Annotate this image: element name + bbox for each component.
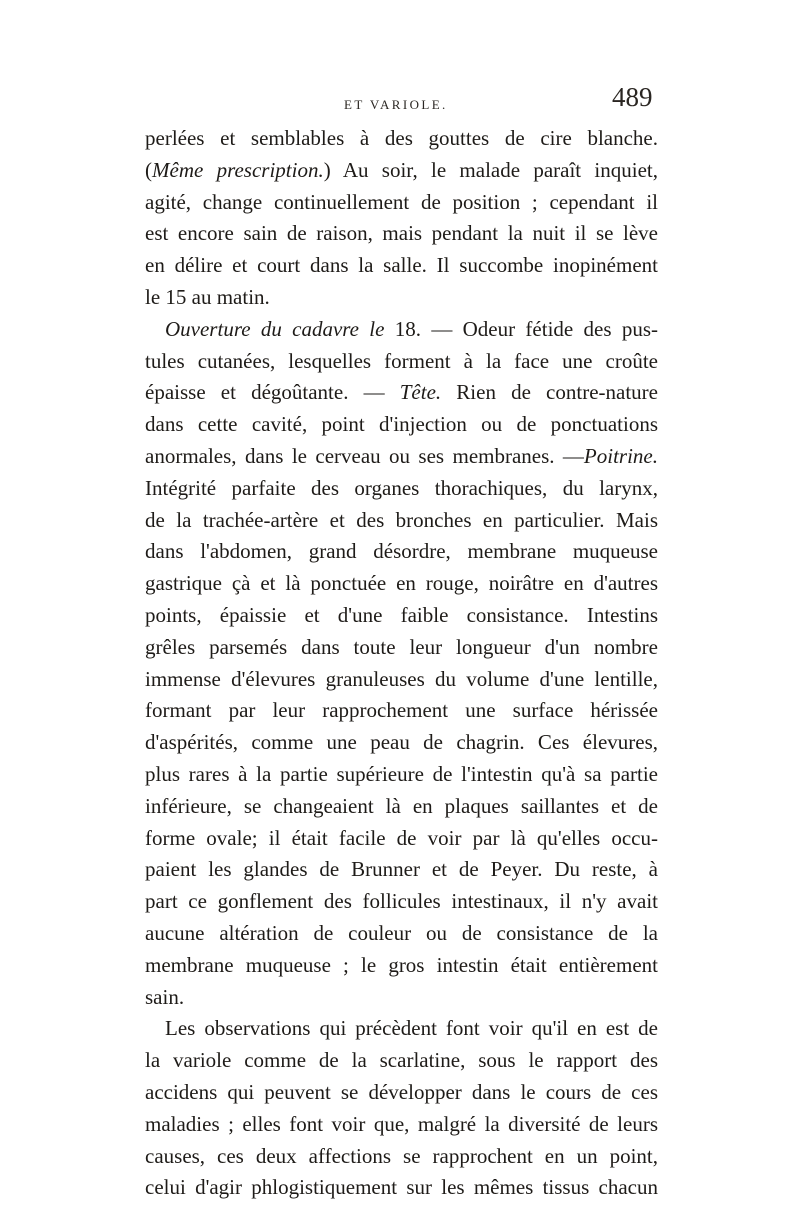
- text-line: anormales, dans le cerveau ou ses membranes. —Poitrine.: [145, 443, 658, 468]
- text-line: celui d'agir phlogistiquement sur les mêmes tissus chacun: [145, 1175, 658, 1200]
- text-line: maladies ; elles font voir que, malgré la diversité de leurs: [145, 1111, 658, 1136]
- text-line: perlées et semblables à des gouttes de cire blanche.: [145, 126, 658, 150]
- text-line: la variole comme de la scarlatine, sous le rapport des: [145, 1048, 658, 1073]
- text-line: sain.: [145, 984, 185, 1009]
- text-line: le 15 au matin.: [145, 284, 270, 309]
- text-line: épaisse et dégoûtante. — Tête. Rien de contre-nature: [145, 380, 658, 405]
- text-line: est encore sain de raison, mais pendant la nuit il se lève: [145, 221, 658, 246]
- text-line: immense d'élevures granuleuses du volume d'une lentille,: [145, 666, 658, 691]
- text-line: en délire et court dans la salle. Il succombe inopinément: [145, 253, 658, 278]
- text-line: Les observations qui précèdent font voir qu'il en est de: [165, 1016, 658, 1041]
- text-line: accidens qui peuvent se développer dans le cours de ces: [145, 1079, 658, 1104]
- text-line: points, épaissie et d'une faible consistance. Intestins: [145, 602, 658, 627]
- text-line: gastrique çà et là ponctuée en rouge, noirâtre en d'autres: [145, 571, 658, 596]
- running-head: ET VARIOLE.: [344, 97, 448, 112]
- text-line: part ce gonflement des follicules intestinaux, il n'y avait: [145, 889, 658, 914]
- text-line: dans cette cavité, point d'injection ou de ponctuations: [145, 412, 658, 437]
- text-line: inférieure, se changeaient là en plaques saillantes et de: [145, 793, 658, 818]
- text-line: causes, ces deux affections se rapprochent en un point,: [145, 1143, 658, 1168]
- text-line: agité, change continuellement de position ; cependant il: [145, 189, 658, 214]
- text-line: aucune altération de couleur ou de consistance de la: [145, 920, 658, 945]
- text-line: de la trachée-artère et des bronches en particulier. Mais: [145, 507, 658, 532]
- text-line: paient les glandes de Brunner et de Peyer. Du reste, à: [145, 857, 658, 882]
- text-line: plus rares à la partie supérieure de l'intestin qu'à sa partie: [145, 761, 658, 786]
- text-line: formant par leur rapprochement une surface hérissée: [145, 698, 658, 723]
- text-line: d'aspérités, comme une peau de chagrin. Ces élevures,: [145, 730, 658, 755]
- body-text: [145, 123, 658, 1204]
- text-line: Ouverture du cadavre le 18. — Odeur fétide des pus-: [165, 316, 658, 341]
- text-line: forme ovale; il était facile de voir par là qu'elles occu-: [145, 825, 658, 850]
- text-line: (Même prescription.) Au soir, le malade paraît inquiet,: [145, 157, 658, 182]
- text-line: Intégrité parfaite des organes thorachiques, du larynx,: [145, 475, 658, 500]
- text-line: dans l'abdomen, grand désordre, membrane muqueuse: [145, 539, 658, 564]
- text-line: tules cutanées, lesquelles forment à la face une croûte: [145, 348, 658, 373]
- page-number: 489: [612, 82, 653, 112]
- text-line: membrane muqueuse ; le gros intestin était entièrement: [145, 952, 658, 977]
- text-line: grêles parsemés dans toute leur longueur d'un nombre: [145, 634, 658, 659]
